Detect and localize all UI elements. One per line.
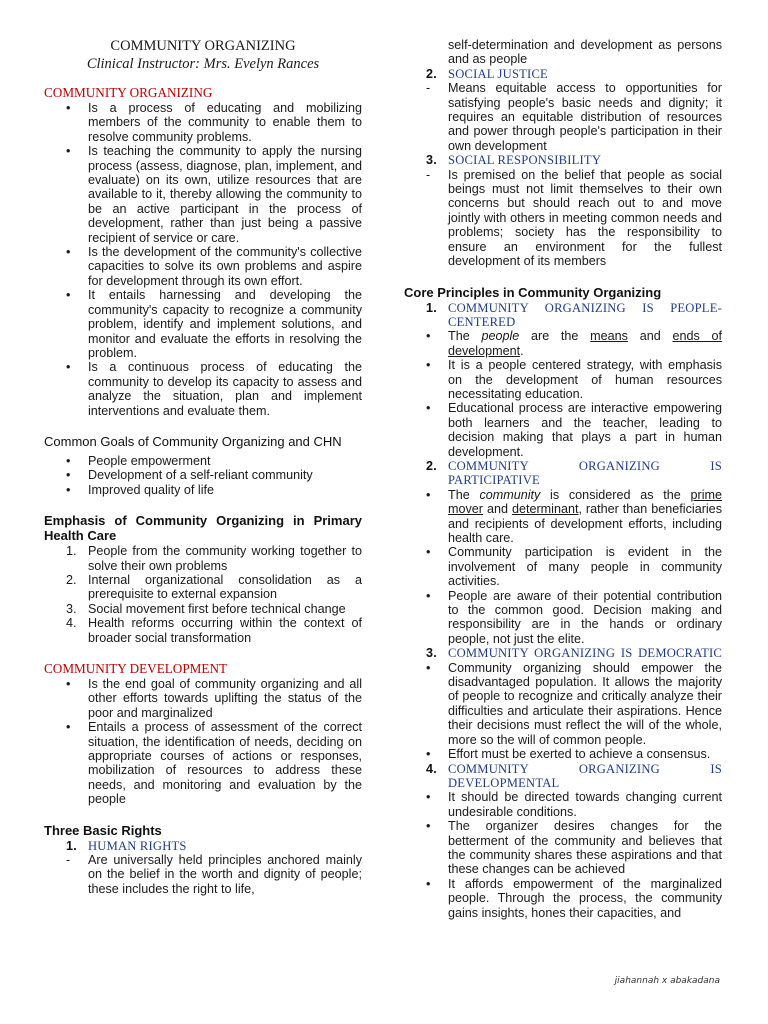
- list-item: • The organizer desires changes for the betterment of the community and believes that the community shares these aspirations and that these changes can be achieved: [404, 819, 722, 877]
- right-text-human-rights-continued: self-determination and development as persons and as people: [448, 38, 722, 67]
- list-item: 3. Social movement first before technical change: [66, 601, 346, 616]
- principle-title-people-centered: 1. COMMUNITY ORGANIZING IS PEOPLE-CENTERED: [426, 300, 722, 329]
- list-item: • People are aware of their potential contribution to the common good. Decision making and responsibility are in the hands or ordinary people, not just the elite.: [404, 589, 722, 647]
- list-item: • Improved quality of life: [44, 483, 362, 497]
- community-development-list: [44, 677, 362, 807]
- list-item: • It should be directed towards changing current undesirable conditions.: [404, 790, 722, 819]
- right-text-human-rights: - Are universally held principles anchored mainly on the belief in the worth and dignity of people; these includes the right to life,: [66, 853, 362, 896]
- list-item: • It entails harnessing and developing the community's capacity to recognize a community problem, identify and implement solutions, and monitor and evaluate the efforts in resolving the problem.: [44, 288, 362, 360]
- section-heading-three-basic-rights: Three Basic Rights: [44, 822, 162, 838]
- list-item: • People empowerment: [44, 454, 362, 468]
- list-item: • Is the end goal of community organizing and all other efforts towards uplifting the status of the poor and marginalized: [44, 677, 362, 720]
- common-goals-list: [44, 454, 362, 497]
- left-column: [44, 0, 362, 896]
- principle-title-democratic: 3. COMMUNITY ORGANIZING IS DEMOCRATIC: [426, 646, 722, 661]
- list-item: 4. Health reforms occurring within the context of broader social transformation: [66, 616, 362, 645]
- list-item: • The community is considered as the prime mover and determinant, rather than beneficiaries and recipients of development efforts, including health care.: [404, 488, 722, 546]
- emphasis-list: [44, 544, 362, 645]
- section-heading-community-development: COMMUNITY DEVELOPMENT: [44, 661, 228, 676]
- participative-list: [404, 488, 722, 646]
- list-item: • Is the development of the community's collective capacities to solve its own problems and aspire for development through its own effort.: [44, 245, 362, 288]
- list-item: • It affords empowerment of the marginalized people. Through the process, the community gains insights, hones their capacities, and: [404, 877, 722, 920]
- developmental-list: [404, 790, 722, 920]
- section-heading-emphasis: Emphasis of Community Organizing in Primary Health Care: [44, 513, 362, 544]
- people-centered-list: [404, 329, 722, 459]
- list-item: 2. Internal organizational consolidation as a prerequisite to external expansion: [66, 572, 362, 602]
- right-text-social-responsibility: - Is premised on the belief that people as social beings must not limit themselves to their own concerns but should reach out to and move jointly with others in meeting common needs and problems; society has the responsibility to ensure an environment for the fullest development of its members: [426, 167, 722, 269]
- democratic-list: [404, 661, 722, 762]
- principle-title-developmental: 4. COMMUNITY ORGANIZING IS DEVELOPMENTAL: [426, 761, 722, 790]
- section-heading-core-principles: Core Principles in Community Organizing: [404, 284, 662, 300]
- right-column: [404, 0, 722, 920]
- list-item: • The people are the means and ends of development.: [404, 329, 722, 358]
- section-heading-common-goals: Common Goals of Community Organizing and CHN: [44, 433, 342, 449]
- right-text-social-justice: - Means equitable access to opportunities for satisfying people's basic needs and dignity; it requires an equitable distribution of resources and power through people's participation in their own development: [426, 81, 722, 153]
- footer-credit: jiahannah x abakadana: [614, 976, 720, 986]
- section-heading-community-organizing: COMMUNITY ORGANIZING: [44, 85, 213, 100]
- right-title-human-rights: 1. HUMAN RIGHTS: [66, 838, 187, 853]
- list-item: 1. People from the community working together to solve their own problems: [66, 544, 362, 573]
- list-item: • Community organizing should empower the disadvantaged population. It allows the majority of people to recognize and critically analyze their difficulties and articulate their aspirations. Hence their decisions must reflect the will of the whole, more so the will of common people.: [404, 661, 722, 747]
- list-item: • Entails a process of assessment of the correct situation, the identification of needs, deciding on appropriate courses of actions or responses, mobilization of resources to address these needs, and monitoring and evaluation by the people: [44, 720, 362, 806]
- list-item: • Effort must be exerted to achieve a consensus.: [404, 747, 722, 761]
- list-item: • Educational process are interactive empowering both learners and the teacher, leading to decision making that plays a part in human development.: [404, 401, 722, 459]
- principle-title-participative: 2. COMMUNITY ORGANIZING IS PARTICIPATIVE: [426, 458, 722, 488]
- list-item: • Development of a self-reliant community: [44, 468, 362, 482]
- document-subtitle: Clinical Instructor: Mrs. Evelyn Rances: [86, 56, 320, 72]
- document-title: COMMUNITY ORGANIZING: [110, 38, 296, 54]
- list-item: • Is a continuous process of educating the community to develop its capacity to assess and analyze the situation, plan and implement interventions and evaluate them.: [44, 360, 362, 418]
- list-item: • Community participation is evident in the involvement of many people in community activities.: [404, 545, 722, 588]
- list-item: • Is a process of educating and mobilizing members of the community to enable them to resolve community problems.: [44, 101, 362, 144]
- right-title-social-justice: 2. SOCIAL JUSTICE: [426, 66, 548, 81]
- community-organizing-list: [44, 101, 362, 418]
- right-title-social-responsibility: 3. SOCIAL RESPONSIBILITY: [426, 153, 602, 168]
- list-item: • Is teaching the community to apply the nursing process (assess, diagnose, plan, implement, and evaluate) on its own, utilize resources that are available to it, thereby allowing the community to be an active participant in the process of development, rather than just being a passive recipient of service or care.: [44, 144, 362, 245]
- list-item: • It is a people centered strategy, with emphasis on the development of human resources necessitating education.: [404, 358, 722, 401]
